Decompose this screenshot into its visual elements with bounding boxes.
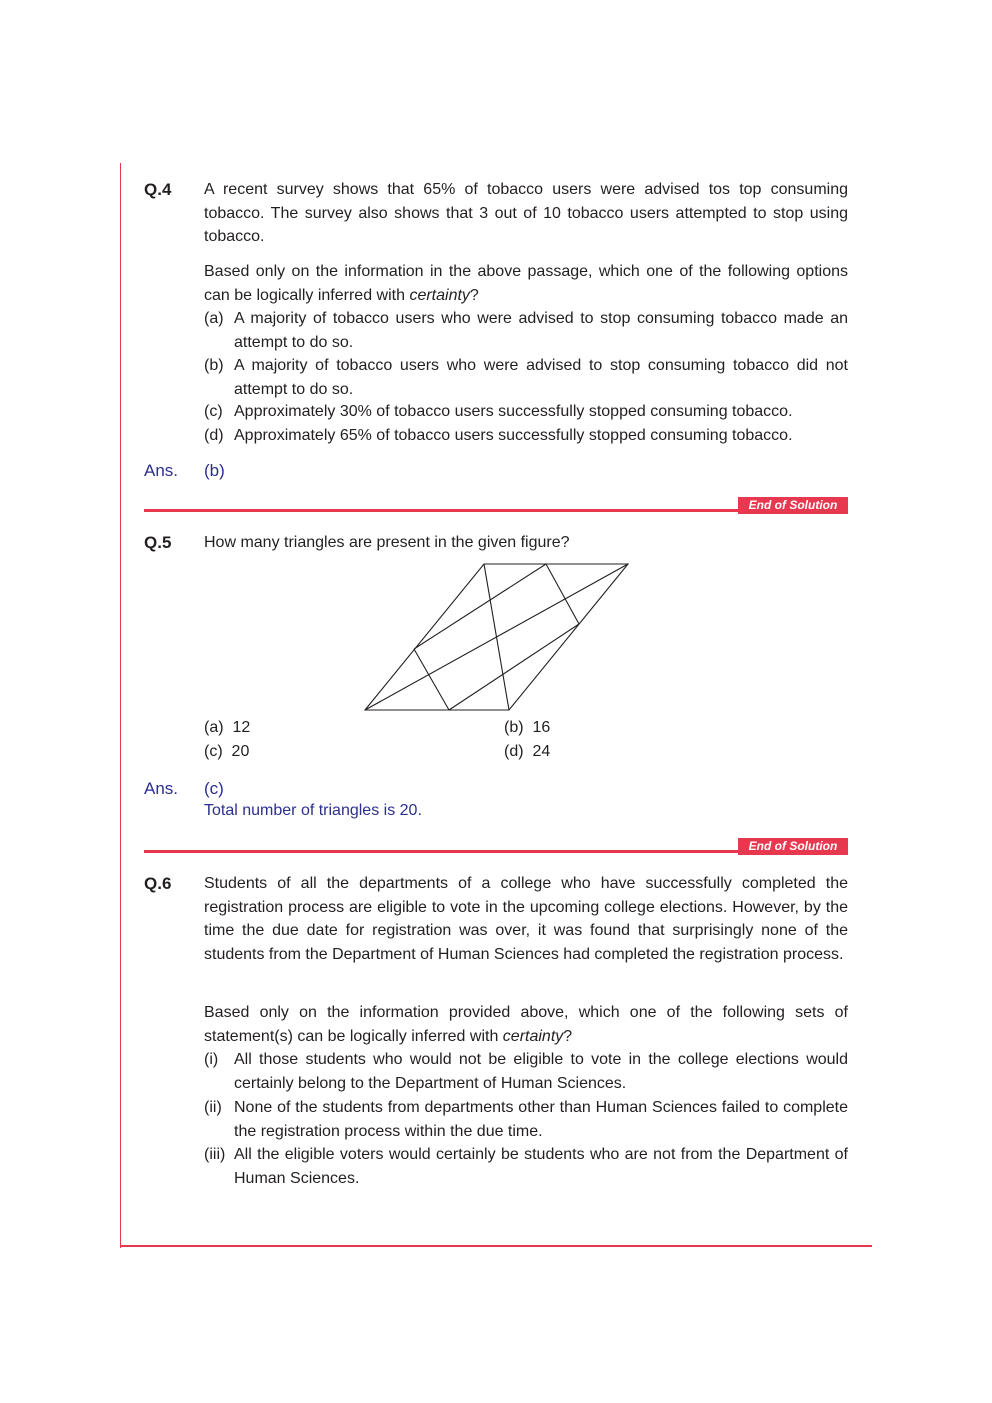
end-of-solution-rule-2 bbox=[144, 850, 738, 853]
figure-line bbox=[449, 624, 579, 710]
q6-statement-ii: (ii) None of the students from departments other than Human Sciences failed to complete the registration process within the due time. bbox=[204, 1099, 848, 1140]
page-bottom-rule bbox=[120, 1245, 872, 1247]
q5-answer-label: Ans. bbox=[144, 779, 179, 798]
q5-choice-c: (c) 20 bbox=[204, 743, 250, 760]
end-of-solution-badge-1: End of Solution bbox=[738, 497, 848, 514]
end-of-solution-rule-1 bbox=[144, 509, 738, 512]
q4-option-c: (c) Approximately 30% of tobacco users successfully stopped consuming tobacco. bbox=[204, 403, 793, 420]
figure-diagonal bbox=[365, 564, 628, 710]
q5-number: Q.5 bbox=[144, 533, 172, 552]
q6-number: Q.6 bbox=[144, 874, 172, 893]
q6-statement-iii: (iii) All the eligible voters would certainly be students who are not from the Department of Human Sciences. bbox=[204, 1146, 848, 1187]
q4-answer-value: (b) bbox=[204, 461, 225, 480]
q4-answer-label: Ans. bbox=[144, 461, 179, 480]
q5-choice-d: (d) 24 bbox=[504, 743, 551, 760]
q5-answer-value: (c) bbox=[204, 779, 224, 798]
q6-statement-i: (i) All those students who would not be eligible to vote in the college elections would certainly belong to the Department of Human Sciences. bbox=[204, 1051, 848, 1092]
q5-question: How many triangles are present in the given figure? bbox=[204, 534, 570, 551]
q4-prompt: Based only on the information in the above passage, which one of the following options can be logically inferred with certainty? bbox=[204, 263, 848, 304]
parallelogram-figure bbox=[360, 560, 632, 714]
q4-number: Q.4 bbox=[144, 180, 172, 199]
q5-explanation: Total number of triangles is 20. bbox=[204, 802, 422, 819]
q5-choice-a: (a) 12 bbox=[204, 719, 251, 736]
q4-option-d: (d) Approximately 65% of tobacco users successfully stopped consuming tobacco. bbox=[204, 427, 793, 444]
q4-option-b: (b) A majority of tobacco users who were advised to stop consuming tobacco did not attempt to do so. bbox=[204, 357, 848, 398]
q4-passage: A recent survey shows that 65% of tobacco users were advised tos top consuming tobacco. The survey also shows that 3 out of 10 tobacco users attempted to stop using tobacco. bbox=[204, 181, 848, 245]
figure-line bbox=[414, 564, 546, 649]
q6-passage: Students of all the departments of a college who have successfully completed the registration process are eligible to vote in the upcoming college elections. However, by the time the due date for registration was over, it was found that surprisingly none of the students from the Department of Human Sciences had completed the registration process. bbox=[204, 875, 848, 963]
q5-choice-b: (b) 16 bbox=[504, 719, 551, 736]
left-margin-rule bbox=[120, 163, 121, 1248]
q6-prompt: Based only on the information provided above, which one of the following sets of statement(s) can be logically inferred with certainty? bbox=[204, 1004, 848, 1045]
q4-option-a: (a) A majority of tobacco users who were advised to stop consuming tobacco made an attempt to do so. bbox=[204, 310, 848, 351]
end-of-solution-badge-2: End of Solution bbox=[738, 838, 848, 855]
